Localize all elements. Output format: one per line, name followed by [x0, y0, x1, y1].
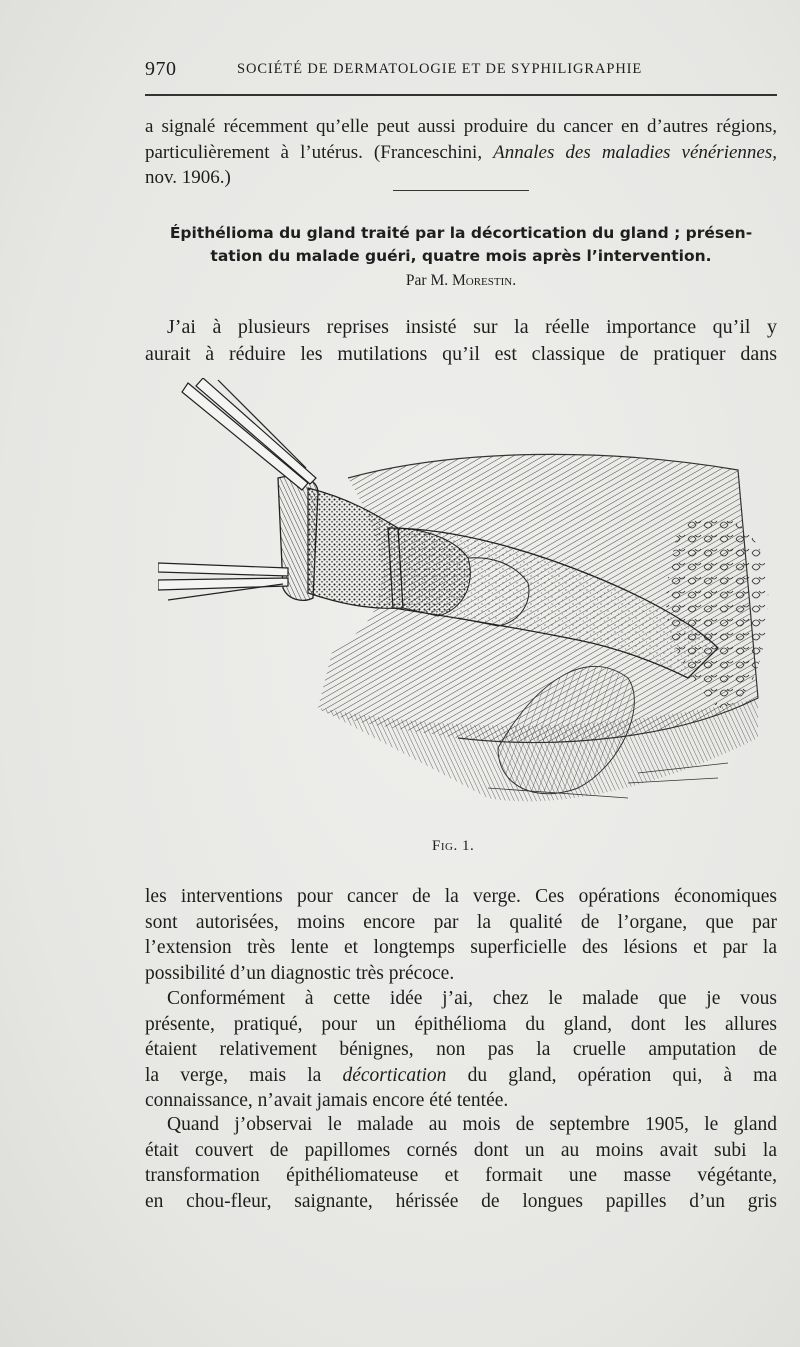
section-separator-rule [393, 190, 529, 191]
body-paragraph-1 [145, 314, 777, 368]
body-line [145, 1063, 777, 1089]
surgical-illustration [158, 378, 770, 810]
intro-line: nov. 1906.) [145, 167, 231, 188]
body-line: présente, pratiqué, pour un épithélioma du gland, dont les allures [145, 1013, 777, 1035]
journal-citation: Annales des maladies vénériennes, [493, 141, 777, 163]
body-line: en chou-fleur, saignante, hérissée de longues papilles d’un gris [145, 1190, 777, 1212]
figure-caption: Fig. 1. [432, 838, 475, 854]
body-line: était couvert de papillomes cornés dont un au moins avait subi la [145, 1139, 777, 1161]
body-line: étaient relativement bénignes, non pas la cruelle amputation de [145, 1039, 777, 1061]
body-paragraph-1-continued [145, 884, 777, 986]
article-title-line-2: tation du malade guéri, quatre mois après l’intervention. [210, 247, 712, 265]
intro-paragraph [145, 114, 777, 191]
body-paragraph-3 [145, 1112, 777, 1214]
forceps-upper [182, 378, 316, 490]
body-line: l’extension très lente et longtemps superficielle des lésions et par la [145, 937, 777, 959]
emphasis-decortication: décortication [342, 1064, 447, 1086]
body-line-text: du gland, opération qui, à ma [446, 1064, 778, 1086]
header-rule [145, 94, 777, 96]
byline-prefix: Par M. [405, 272, 449, 289]
intro-line-text: particulièrement à l’utérus. (Franceschini, [145, 141, 494, 163]
author-byline [145, 272, 777, 290]
body-paragraph-2 [145, 986, 777, 1114]
page-header [145, 58, 777, 84]
intro-line: a signalé récemment qu’elle peut aussi produire du cancer en d’autres régions, [145, 116, 777, 137]
body-line: Conformément à cette idée j’ai, chez le malade que je vous [167, 988, 777, 1009]
body-line: possibilité d’un diagnostic très précoce. [145, 962, 455, 984]
body-line: Quand j’observai le malade au mois de septembre 1905, le gland [167, 1114, 777, 1135]
body-line: les interventions pour cancer de la verge. Ces opérations économiques [145, 886, 777, 907]
body-line: J’ai à plusieurs reprises insisté sur la réelle importance qu’il y [167, 316, 777, 338]
running-title: SOCIÉTÉ DE DERMATOLOGIE ET DE SYPHILIGRAPHIE [237, 61, 643, 77]
page-number: 970 [145, 58, 177, 80]
body-line-text: la verge, mais la [145, 1064, 343, 1086]
body-line: sont autorisées, moins encore par la qualité de l’organe, que par [145, 911, 777, 933]
author-name: Morestin. [451, 272, 517, 289]
forceps-lower [158, 563, 288, 600]
article-title-line-1: Épithélioma du gland traité par la décortication du gland ; présen- [169, 224, 753, 242]
article-title [145, 222, 777, 268]
body-line: connaissance, n’avait jamais encore été tentée. [145, 1090, 509, 1112]
illustration-svg [158, 378, 770, 810]
body-line: transformation épithéliomateuse et formait une masse végétante, [145, 1165, 777, 1187]
body-line: aurait à réduire les mutilations qu’il est classique de pratiquer dans [145, 343, 777, 365]
intro-line [145, 140, 777, 166]
